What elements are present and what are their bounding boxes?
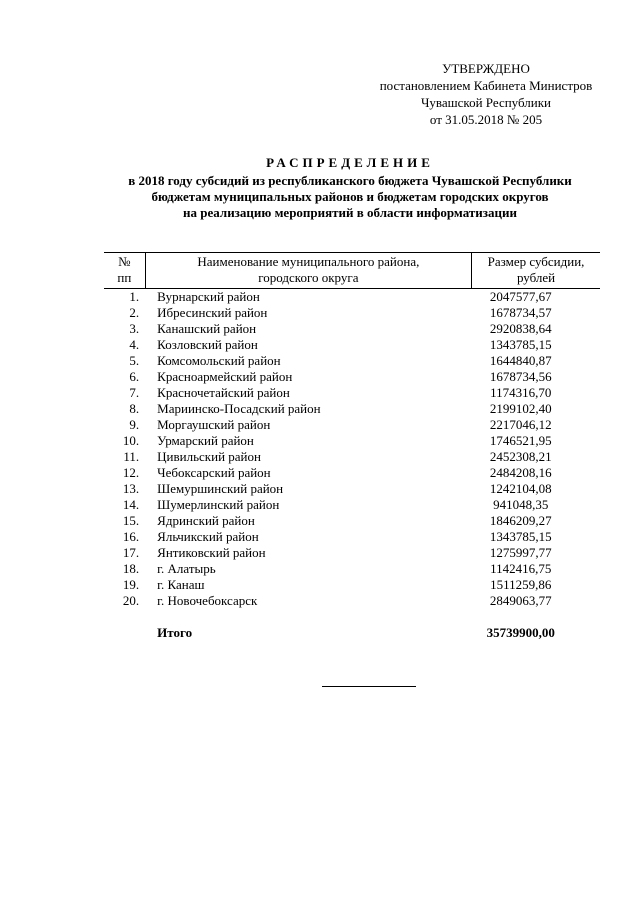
table-row: [104, 417, 600, 433]
row-district-name: Яльчикский район: [157, 529, 259, 544]
table-row: [104, 545, 600, 561]
approval-line-republic: Чувашской Республики: [420, 95, 552, 110]
table-row: [104, 321, 600, 337]
row-district-name: Красноармейский район: [157, 369, 293, 384]
row-district-name: Красночетайский район: [157, 385, 290, 400]
header-amount: Размер субсидии, рублей: [472, 253, 600, 289]
row-district-name: Комсомольский район: [157, 353, 281, 368]
row-number: 7.: [129, 385, 140, 400]
row-subsidy-amount: 1846209,27: [489, 513, 552, 528]
row-district-name: Шумерлинский район: [157, 497, 280, 512]
row-number: 18.: [122, 561, 140, 576]
row-district-name: г. Новочебоксарск: [157, 593, 258, 608]
total-row: [104, 609, 600, 641]
row-number: 10.: [122, 433, 140, 448]
row-subsidy-amount: 1678734,56: [489, 369, 552, 384]
table-row: [104, 401, 600, 417]
row-district-name: Чебоксарский район: [157, 465, 271, 480]
row-district-name: Вурнарский район: [157, 289, 260, 304]
table-row: [104, 513, 600, 529]
row-number: 8.: [129, 401, 140, 416]
header-name: Наименование муниципального района, городского округа: [145, 253, 471, 289]
row-number: 14.: [122, 497, 140, 512]
row-subsidy-amount: 1678734,57: [489, 305, 552, 320]
table-row: [104, 561, 600, 577]
row-district-name: Цивильский район: [157, 449, 261, 464]
total-label: Итого: [157, 625, 193, 640]
table-row: [104, 577, 600, 593]
table-row: [104, 529, 600, 545]
total-amount: 35739900,00: [486, 625, 555, 640]
row-subsidy-amount: 1343785,15: [489, 529, 552, 544]
row-number: 19.: [122, 577, 140, 592]
row-subsidy-amount: 1644840,87: [489, 353, 552, 368]
row-subsidy-amount: 1174316,70: [490, 385, 552, 400]
table-row: [104, 497, 600, 513]
row-subsidy-amount: 1142416,75: [490, 561, 552, 576]
row-number: 6.: [129, 369, 140, 384]
row-number: 17.: [122, 545, 140, 560]
row-district-name: Янтиковский район: [157, 545, 266, 560]
table-row: [104, 449, 600, 465]
row-number: 13.: [122, 481, 140, 496]
table-row: [104, 433, 600, 449]
row-district-name: г. Алатырь: [157, 561, 216, 576]
table-row: [104, 337, 600, 353]
closing-rule: [322, 686, 416, 687]
row-district-name: Ядринский район: [157, 513, 255, 528]
row-number: 16.: [122, 529, 140, 544]
row-district-name: г. Канаш: [157, 577, 205, 592]
row-subsidy-amount: 2199102,40: [489, 401, 552, 416]
table-row: [104, 385, 600, 401]
table-row: [104, 593, 600, 609]
document-title: [80, 155, 620, 221]
row-number: 15.: [122, 513, 140, 528]
table-row: [104, 481, 600, 497]
row-subsidy-amount: 1242104,08: [489, 481, 552, 496]
row-district-name: Канашский район: [157, 321, 257, 336]
approval-line-date-number: от 31.05.2018 № 205: [429, 112, 543, 127]
subsidy-table: [104, 252, 600, 641]
table-row: [104, 369, 600, 385]
row-subsidy-amount: 2217046,12: [489, 417, 552, 432]
row-number: 11.: [123, 449, 140, 464]
row-number: 1.: [129, 289, 140, 304]
row-number: 20.: [122, 593, 140, 608]
row-subsidy-amount: 1746521,95: [489, 433, 552, 448]
table-header-row: [104, 253, 600, 289]
title-line-3: на реализацию мероприятий в области информатизации: [183, 205, 517, 220]
row-subsidy-amount: 2452308,21: [489, 449, 552, 464]
row-number: 5.: [129, 353, 140, 368]
row-subsidy-amount: 2849063,77: [489, 593, 552, 608]
approval-stamp: [366, 60, 606, 128]
row-number: 2.: [129, 305, 140, 320]
row-subsidy-amount: 2920838,64: [489, 321, 552, 336]
table-row: [104, 353, 600, 369]
table-row: [104, 465, 600, 481]
row-district-name: Шемуршинский район: [157, 481, 284, 496]
row-district-name: Мариинско-Посадский район: [157, 401, 321, 416]
row-subsidy-amount: 1343785,15: [489, 337, 552, 352]
row-number: 12.: [122, 465, 140, 480]
row-subsidy-amount: 1275997,77: [489, 545, 552, 560]
row-subsidy-amount: 1511259,86: [490, 577, 552, 592]
row-number: 9.: [129, 417, 140, 432]
table-row: [104, 305, 600, 321]
row-district-name: Моргаушский район: [157, 417, 271, 432]
row-number: 3.: [129, 321, 140, 336]
approval-line-approved: УТВЕРЖДЕНО: [442, 61, 530, 76]
row-district-name: Ибресинский район: [157, 305, 268, 320]
row-subsidy-amount: 2484208,16: [489, 465, 552, 480]
row-subsidy-amount: 941048,35: [493, 497, 549, 512]
title-line-1: в 2018 году субсидий из республиканского бюджета Чувашской Республики: [128, 173, 572, 188]
approval-line-resolution: постановлением Кабинета Министров: [379, 78, 593, 93]
row-district-name: Козловский район: [157, 337, 258, 352]
row-subsidy-amount: 2047577,67: [489, 289, 552, 304]
row-number: 4.: [129, 337, 140, 352]
document-heading: РАСПРЕДЕЛЕНИЕ: [266, 155, 434, 170]
table-row: [104, 289, 600, 306]
table-body: [104, 289, 600, 610]
title-line-2: бюджетам муниципальных районов и бюджетам городских округов: [151, 189, 549, 204]
header-number: № пп: [104, 253, 145, 289]
row-district-name: Урмарский район: [157, 433, 254, 448]
